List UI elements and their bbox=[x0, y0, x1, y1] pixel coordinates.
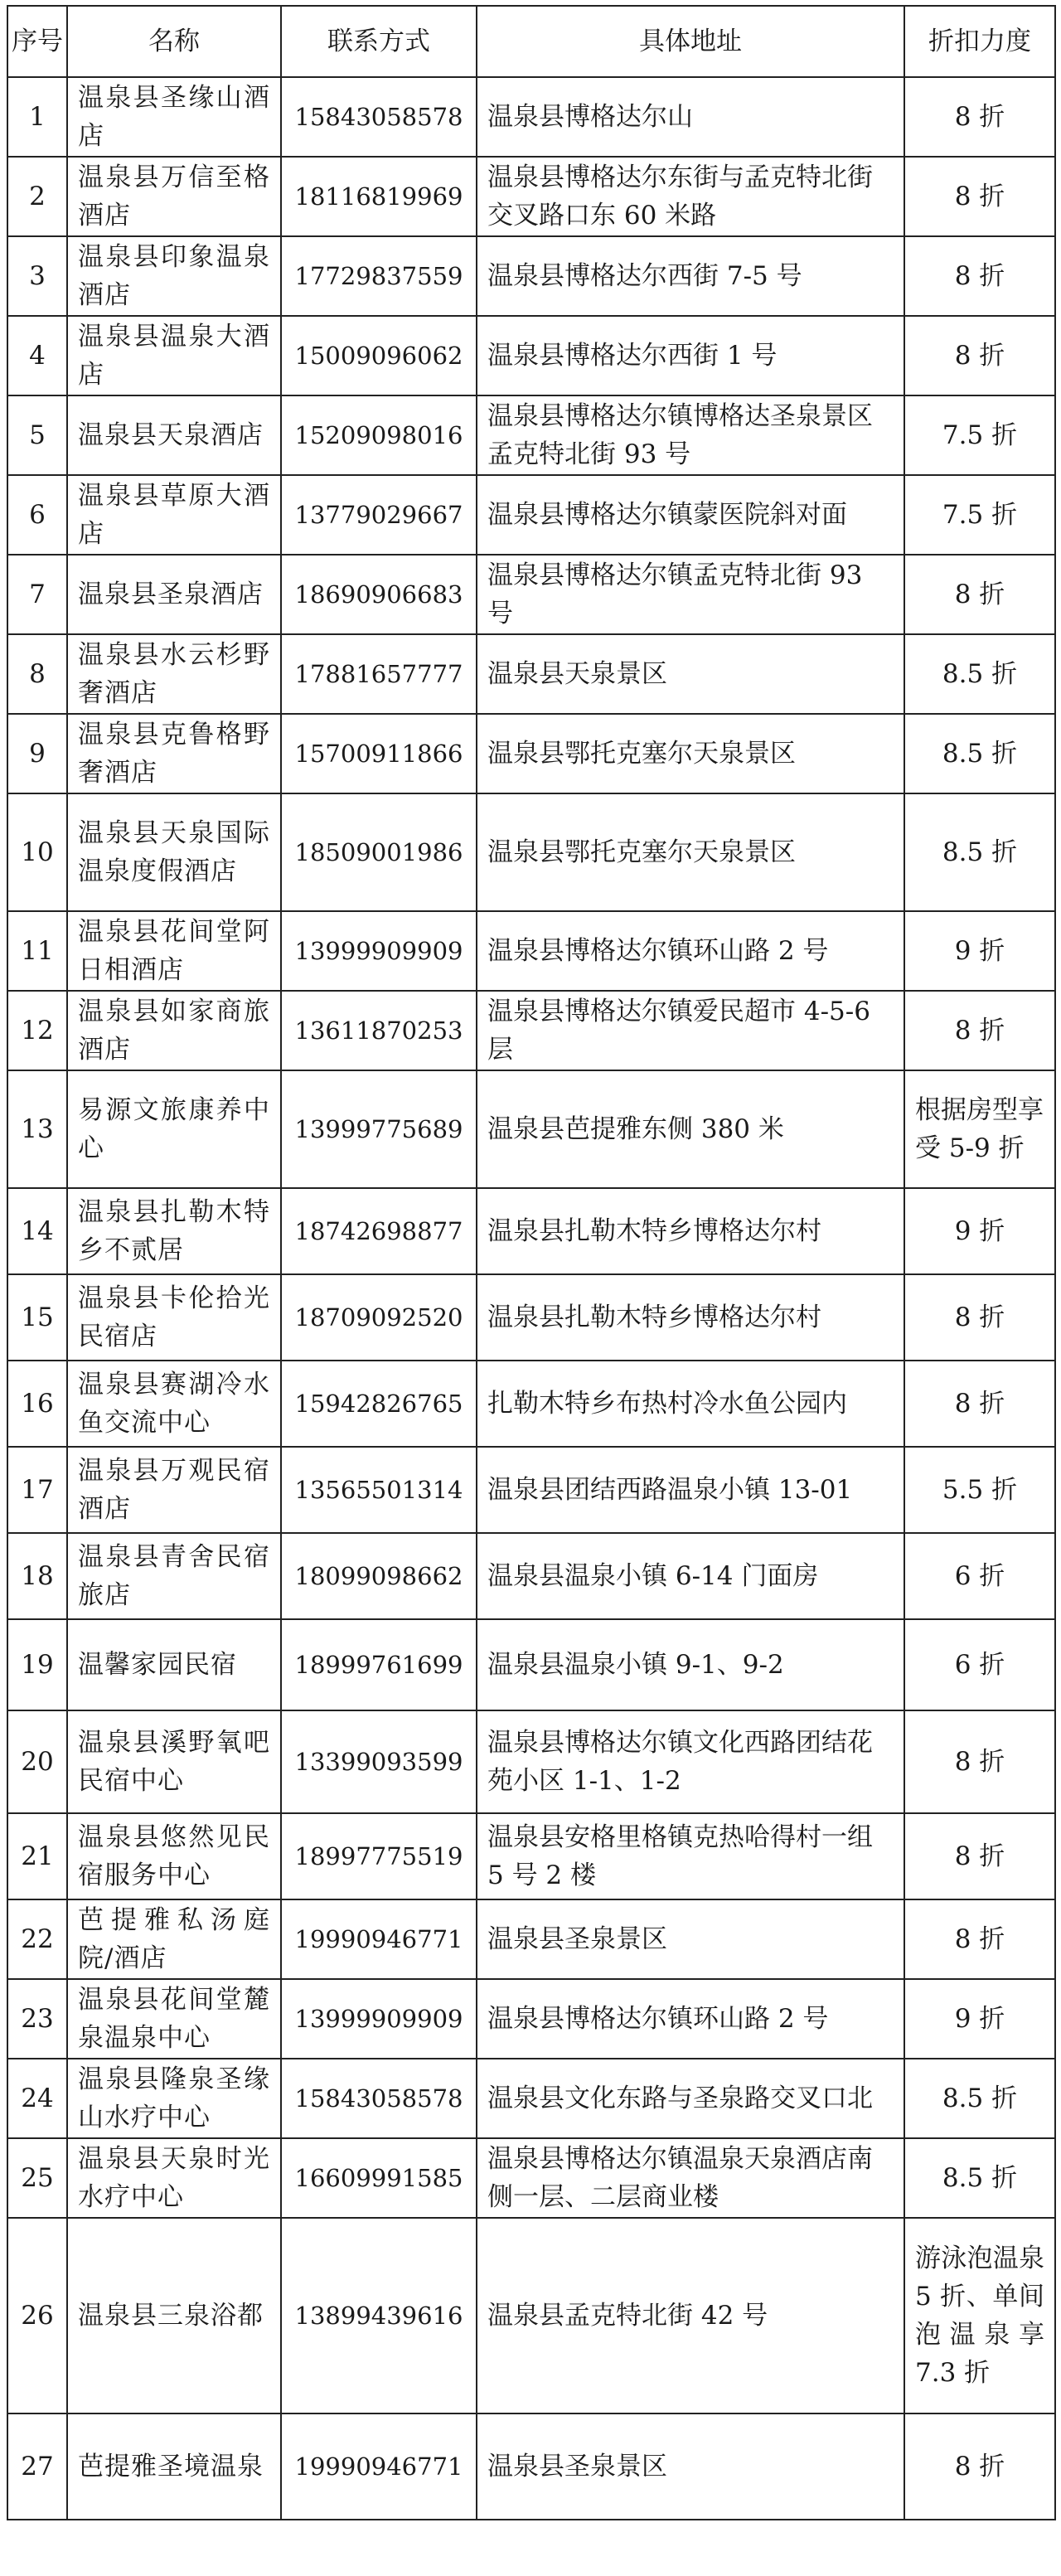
hotel-name: 温泉县水云杉野奢酒店 bbox=[67, 634, 281, 714]
contact-phone: 13399093599 bbox=[281, 1710, 477, 1813]
hotel-address: 温泉县圣泉景区 bbox=[477, 1899, 904, 1979]
table-row bbox=[7, 1710, 1055, 1813]
hotel-address: 温泉县芭提雅东侧 380 米 bbox=[477, 1070, 904, 1188]
row-number: 3 bbox=[7, 236, 67, 316]
row-number: 8 bbox=[7, 634, 67, 714]
contact-phone: 16609991585 bbox=[281, 2138, 477, 2218]
contact-phone: 17729837559 bbox=[281, 236, 477, 316]
header-address: 具体地址 bbox=[477, 6, 904, 77]
discount-rate: 8.5 折 bbox=[904, 2059, 1055, 2138]
table-row bbox=[7, 2138, 1055, 2218]
hotel-name: 温泉县克鲁格野奢酒店 bbox=[67, 714, 281, 793]
hotel-address: 温泉县博格达尔镇环山路 2 号 bbox=[477, 1979, 904, 2059]
hotel-address: 温泉县圣泉景区 bbox=[477, 2413, 904, 2520]
row-number: 26 bbox=[7, 2218, 67, 2413]
table-row bbox=[7, 714, 1055, 793]
hotel-name: 温泉县卡伦拾光民宿店 bbox=[67, 1274, 281, 1361]
table-row bbox=[7, 555, 1055, 634]
table-row bbox=[7, 316, 1055, 395]
hotel-address: 扎勒木特乡布热村冷水鱼公园内 bbox=[477, 1361, 904, 1447]
hotel-address: 温泉县博格达尔镇环山路 2 号 bbox=[477, 911, 904, 991]
table-row bbox=[7, 634, 1055, 714]
row-number: 24 bbox=[7, 2059, 67, 2138]
discount-rate: 8 折 bbox=[904, 555, 1055, 634]
row-number: 4 bbox=[7, 316, 67, 395]
discount-rate: 8.5 折 bbox=[904, 714, 1055, 793]
row-number: 5 bbox=[7, 395, 67, 475]
hotel-address: 温泉县博格达尔东街与孟克特北街交叉路口东 60 米路 bbox=[477, 157, 904, 236]
table-row bbox=[7, 1070, 1055, 1188]
hotel-name: 温泉县如家商旅酒店 bbox=[67, 991, 281, 1070]
header-name: 名称 bbox=[67, 6, 281, 77]
contact-phone: 18099098662 bbox=[281, 1533, 477, 1619]
row-number: 6 bbox=[7, 475, 67, 555]
hotel-address: 温泉县扎勒木特乡博格达尔村 bbox=[477, 1274, 904, 1361]
table-row bbox=[7, 77, 1055, 157]
hotel-name: 温泉县溪野氧吧民宿中心 bbox=[67, 1710, 281, 1813]
table-row bbox=[7, 2413, 1055, 2520]
discount-rate: 游泳泡温泉 5 折、单间泡温泉享 7.3 折 bbox=[904, 2218, 1055, 2413]
contact-phone: 13999909909 bbox=[281, 1979, 477, 2059]
table-row bbox=[7, 1274, 1055, 1361]
row-number: 23 bbox=[7, 1979, 67, 2059]
hotel-address: 温泉县鄂托克塞尔天泉景区 bbox=[477, 793, 904, 911]
row-number: 21 bbox=[7, 1813, 67, 1899]
hotel-address: 温泉县博格达尔镇文化西路团结花苑小区 1-1、1-2 bbox=[477, 1710, 904, 1813]
hotel-name: 温泉县花间堂阿日相酒店 bbox=[67, 911, 281, 991]
hotel-name: 温泉县隆泉圣缘山水疗中心 bbox=[67, 2059, 281, 2138]
hotel-address: 温泉县博格达尔镇孟克特北街 93 号 bbox=[477, 555, 904, 634]
row-number: 10 bbox=[7, 793, 67, 911]
row-number: 12 bbox=[7, 991, 67, 1070]
hotel-name: 温泉县三泉浴都 bbox=[67, 2218, 281, 2413]
discount-rate: 8 折 bbox=[904, 1899, 1055, 1979]
discount-rate: 7.5 折 bbox=[904, 395, 1055, 475]
contact-phone: 17881657777 bbox=[281, 634, 477, 714]
contact-phone: 13779029667 bbox=[281, 475, 477, 555]
contact-phone: 18742698877 bbox=[281, 1188, 477, 1274]
table-row bbox=[7, 1813, 1055, 1899]
row-number: 18 bbox=[7, 1533, 67, 1619]
contact-phone: 15009096062 bbox=[281, 316, 477, 395]
discount-rate: 根据房型享受 5-9 折 bbox=[904, 1070, 1055, 1188]
contact-phone: 18997775519 bbox=[281, 1813, 477, 1899]
contact-phone: 15843058578 bbox=[281, 77, 477, 157]
discount-rate: 7.5 折 bbox=[904, 475, 1055, 555]
discount-rate: 8 折 bbox=[904, 157, 1055, 236]
discount-rate: 8.5 折 bbox=[904, 2138, 1055, 2218]
table-row bbox=[7, 2059, 1055, 2138]
table-row bbox=[7, 991, 1055, 1070]
hotel-address: 温泉县鄂托克塞尔天泉景区 bbox=[477, 714, 904, 793]
hotel-name: 芭提雅圣境温泉 bbox=[67, 2413, 281, 2520]
table-row bbox=[7, 1188, 1055, 1274]
header-phone: 联系方式 bbox=[281, 6, 477, 77]
table-row bbox=[7, 1361, 1055, 1447]
row-number: 7 bbox=[7, 555, 67, 634]
table-row bbox=[7, 793, 1055, 911]
hotel-address: 温泉县博格达尔山 bbox=[477, 77, 904, 157]
discount-rate: 8 折 bbox=[904, 1710, 1055, 1813]
contact-phone: 15942826765 bbox=[281, 1361, 477, 1447]
hotel-name: 温泉县天泉国际温泉度假酒店 bbox=[67, 793, 281, 911]
hotel-name: 温泉县圣泉酒店 bbox=[67, 555, 281, 634]
contact-phone: 15209098016 bbox=[281, 395, 477, 475]
table-row bbox=[7, 2218, 1055, 2413]
row-number: 1 bbox=[7, 77, 67, 157]
discount-rate: 8.5 折 bbox=[904, 793, 1055, 911]
header-discount: 折扣力度 bbox=[904, 6, 1055, 77]
hotel-name: 温泉县温泉大酒店 bbox=[67, 316, 281, 395]
contact-phone: 18509001986 bbox=[281, 793, 477, 911]
discount-rate: 8 折 bbox=[904, 236, 1055, 316]
hotel-name: 温泉县万观民宿酒店 bbox=[67, 1447, 281, 1533]
hotel-name: 温馨家园民宿 bbox=[67, 1619, 281, 1710]
contact-phone: 13999775689 bbox=[281, 1070, 477, 1188]
hotel-address: 温泉县扎勒木特乡博格达尔村 bbox=[477, 1188, 904, 1274]
contact-phone: 18690906683 bbox=[281, 555, 477, 634]
hotel-name: 温泉县天泉时光水疗中心 bbox=[67, 2138, 281, 2218]
table-row bbox=[7, 1447, 1055, 1533]
hotel-address: 温泉县团结西路温泉小镇 13-01 bbox=[477, 1447, 904, 1533]
row-number: 17 bbox=[7, 1447, 67, 1533]
hotel-address: 温泉县温泉小镇 6-14 门面房 bbox=[477, 1533, 904, 1619]
row-number: 14 bbox=[7, 1188, 67, 1274]
table-row bbox=[7, 1619, 1055, 1710]
hotel-name: 温泉县万信至格酒店 bbox=[67, 157, 281, 236]
hotel-name: 温泉县花间堂麓泉温泉中心 bbox=[67, 1979, 281, 2059]
contact-phone: 18999761699 bbox=[281, 1619, 477, 1710]
row-number: 25 bbox=[7, 2138, 67, 2218]
contact-phone: 15700911866 bbox=[281, 714, 477, 793]
discount-rate: 8.5 折 bbox=[904, 634, 1055, 714]
hotel-address: 温泉县博格达尔镇爱民超市 4-5-6 层 bbox=[477, 991, 904, 1070]
row-number: 15 bbox=[7, 1274, 67, 1361]
discount-rate: 8 折 bbox=[904, 2413, 1055, 2520]
discount-rate: 8 折 bbox=[904, 77, 1055, 157]
discount-rate: 8 折 bbox=[904, 316, 1055, 395]
discount-rate: 9 折 bbox=[904, 1188, 1055, 1274]
hotel-name: 温泉县青舍民宿旅店 bbox=[67, 1533, 281, 1619]
hotel-name: 温泉县扎勒木特乡不贰居 bbox=[67, 1188, 281, 1274]
row-number: 22 bbox=[7, 1899, 67, 1979]
table-row bbox=[7, 1979, 1055, 2059]
discount-rate: 8 折 bbox=[904, 1274, 1055, 1361]
hotel-name: 温泉县悠然见民宿服务中心 bbox=[67, 1813, 281, 1899]
contact-phone: 18709092520 bbox=[281, 1274, 477, 1361]
hotel-address: 温泉县孟克特北街 42 号 bbox=[477, 2218, 904, 2413]
discount-rate: 6 折 bbox=[904, 1619, 1055, 1710]
discount-rate: 8 折 bbox=[904, 1813, 1055, 1899]
contact-phone: 13999909909 bbox=[281, 911, 477, 991]
hotel-address: 温泉县文化东路与圣泉路交叉口北 bbox=[477, 2059, 904, 2138]
hotel-name: 温泉县赛湖冷水鱼交流中心 bbox=[67, 1361, 281, 1447]
row-number: 11 bbox=[7, 911, 67, 991]
contact-phone: 15843058578 bbox=[281, 2059, 477, 2138]
hotel-name: 温泉县天泉酒店 bbox=[67, 395, 281, 475]
contact-phone: 19990946771 bbox=[281, 1899, 477, 1979]
table-row bbox=[7, 911, 1055, 991]
table-row bbox=[7, 157, 1055, 236]
contact-phone: 13565501314 bbox=[281, 1447, 477, 1533]
table-header-row bbox=[7, 6, 1055, 77]
discount-rate: 9 折 bbox=[904, 1979, 1055, 2059]
contact-phone: 13611870253 bbox=[281, 991, 477, 1070]
hotel-name: 芭提雅私汤庭院/酒店 bbox=[67, 1899, 281, 1979]
discount-rate: 5.5 折 bbox=[904, 1447, 1055, 1533]
row-number: 27 bbox=[7, 2413, 67, 2520]
row-number: 9 bbox=[7, 714, 67, 793]
hotel-address: 温泉县安格里格镇克热哈得村一组 5 号 2 楼 bbox=[477, 1813, 904, 1899]
row-number: 19 bbox=[7, 1619, 67, 1710]
hotel-address: 温泉县博格达尔西街 1 号 bbox=[477, 316, 904, 395]
hotel-address: 温泉县温泉小镇 9-1、9-2 bbox=[477, 1619, 904, 1710]
header-no: 序号 bbox=[7, 6, 67, 77]
hotel-name: 温泉县印象温泉酒店 bbox=[67, 236, 281, 316]
table-row bbox=[7, 395, 1055, 475]
hotel-address: 温泉县博格达尔镇温泉天泉酒店南侧一层、二层商业楼 bbox=[477, 2138, 904, 2218]
hotel-address: 温泉县博格达尔镇博格达圣泉景区孟克特北街 93 号 bbox=[477, 395, 904, 475]
discount-rate: 6 折 bbox=[904, 1533, 1055, 1619]
hotel-address: 温泉县博格达尔西街 7-5 号 bbox=[477, 236, 904, 316]
hotel-address: 温泉县天泉景区 bbox=[477, 634, 904, 714]
table-row bbox=[7, 475, 1055, 555]
contact-phone: 13899439616 bbox=[281, 2218, 477, 2413]
row-number: 16 bbox=[7, 1361, 67, 1447]
row-number: 13 bbox=[7, 1070, 67, 1188]
contact-phone: 19990946771 bbox=[281, 2413, 477, 2520]
hotel-name: 易源文旅康养中心 bbox=[67, 1070, 281, 1188]
table-row bbox=[7, 1533, 1055, 1619]
row-number: 2 bbox=[7, 157, 67, 236]
discount-rate: 8 折 bbox=[904, 1361, 1055, 1447]
hotel-name: 温泉县草原大酒店 bbox=[67, 475, 281, 555]
hotel-address: 温泉县博格达尔镇蒙医院斜对面 bbox=[477, 475, 904, 555]
contact-phone: 18116819969 bbox=[281, 157, 477, 236]
discount-rate: 9 折 bbox=[904, 911, 1055, 991]
table-row bbox=[7, 236, 1055, 316]
hotel-discount-table bbox=[7, 5, 1056, 2520]
table-row bbox=[7, 1899, 1055, 1979]
row-number: 20 bbox=[7, 1710, 67, 1813]
discount-rate: 8 折 bbox=[904, 991, 1055, 1070]
hotel-name: 温泉县圣缘山酒店 bbox=[67, 77, 281, 157]
